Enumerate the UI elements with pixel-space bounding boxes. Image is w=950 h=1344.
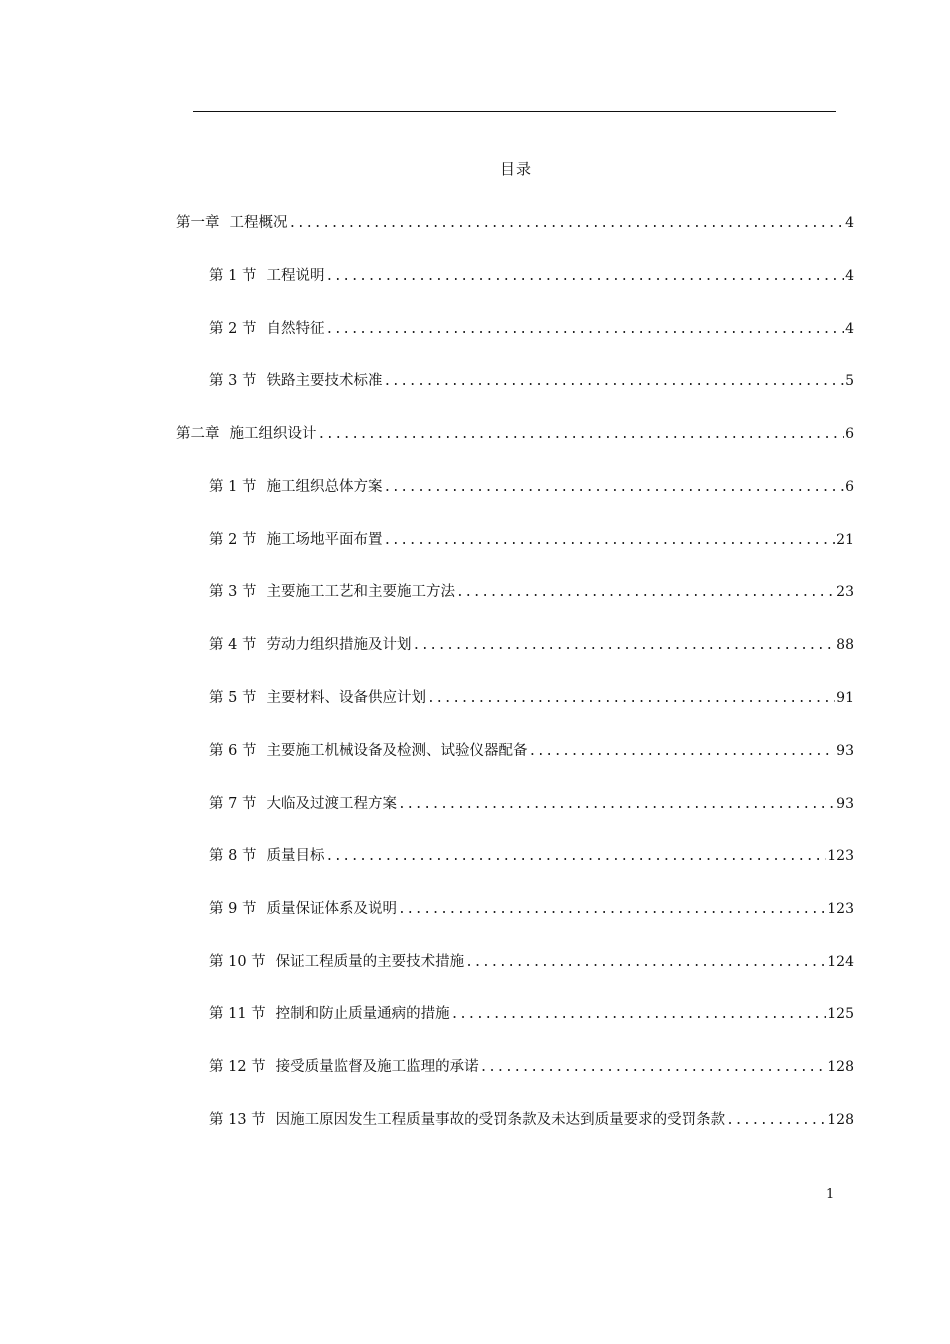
toc-entry-page: 91 <box>836 690 854 706</box>
toc-entry[interactable] <box>209 581 854 603</box>
toc-entry-text: 保证工程质量的主要技术措施 <box>275 954 465 970</box>
toc-entry-number: 第 4 节 <box>209 637 257 653</box>
toc-entry-number: 第 3 节 <box>209 373 257 389</box>
toc-entry-label <box>209 1003 450 1025</box>
toc-entry-text: 施工场地平面布置 <box>266 532 383 548</box>
toc-entry[interactable] <box>209 318 854 340</box>
toc-entry-page: 124 <box>827 954 854 970</box>
toc-entry-text: 主要施工机械设备及检测、试验仪器配备 <box>266 743 528 759</box>
toc-entry-label <box>209 951 464 973</box>
toc-entry-text: 自然特征 <box>266 321 325 337</box>
toc-entry-page: 93 <box>836 796 854 812</box>
toc-entry-label <box>209 687 426 709</box>
toc-entry-page: 4 <box>845 215 854 231</box>
toc-entry-label <box>209 845 324 867</box>
dot-leader <box>465 952 826 974</box>
toc-entry[interactable] <box>209 634 854 656</box>
dot-leader <box>289 213 845 235</box>
toc-entry-number: 第 11 节 <box>209 1006 266 1022</box>
toc-entry-page: 128 <box>827 1112 854 1128</box>
toc-entry-label <box>209 740 527 762</box>
toc-entry[interactable] <box>209 1056 854 1078</box>
toc-entry[interactable] <box>209 529 854 551</box>
dot-leader <box>427 688 835 710</box>
toc-entry-number: 第 3 节 <box>209 584 257 600</box>
toc-entry-page: 123 <box>827 901 854 917</box>
dot-leader <box>398 899 826 921</box>
dot-leader <box>383 530 835 552</box>
toc-entry-text: 因施工原因发生工程质量事故的受罚条款及未达到质量要求的受罚条款 <box>275 1112 726 1128</box>
toc-entry-label <box>209 370 382 392</box>
toc-entry-text: 劳动力组织措施及计划 <box>266 637 412 653</box>
toc-entry[interactable] <box>209 1109 854 1131</box>
toc-entry[interactable] <box>209 898 854 920</box>
toc-entry-number: 第 1 节 <box>209 268 257 284</box>
dot-leader <box>451 1004 827 1026</box>
toc-entry[interactable] <box>209 740 854 762</box>
toc-entry-text: 工程概况 <box>229 215 288 231</box>
toc-entry-page: 4 <box>845 321 854 337</box>
toc-entry-number: 第 6 节 <box>209 743 257 759</box>
dot-leader <box>325 319 844 341</box>
toc-entry[interactable] <box>209 476 854 498</box>
toc-entry-number: 第 5 节 <box>209 690 257 706</box>
toc-entry-label <box>209 476 382 498</box>
toc-entry-number: 第 9 节 <box>209 901 257 917</box>
toc-entry-text: 铁路主要技术标准 <box>266 373 383 389</box>
toc-entry-number: 第 2 节 <box>209 321 257 337</box>
toc-entry[interactable] <box>209 687 854 709</box>
toc-entry[interactable] <box>209 265 854 287</box>
toc-entry[interactable] <box>209 370 854 392</box>
dot-leader <box>726 1110 826 1132</box>
toc-entry-label <box>209 1109 725 1131</box>
toc-entry-page: 93 <box>836 743 854 759</box>
toc-entry-page: 5 <box>845 373 854 389</box>
dot-leader <box>480 1057 827 1079</box>
dot-leader <box>398 794 835 816</box>
toc-entry-text: 主要施工工艺和主要施工方法 <box>266 584 455 600</box>
toc-entry-page: 128 <box>827 1059 854 1075</box>
toc-entry-text: 工程说明 <box>266 268 325 284</box>
toc-entry[interactable] <box>209 951 854 973</box>
toc-entry[interactable] <box>176 423 854 445</box>
toc-entry-text: 施工组织总体方案 <box>266 479 383 495</box>
toc-entry-label <box>209 529 382 551</box>
toc-entry-number: 第 2 节 <box>209 532 257 548</box>
dot-leader <box>325 846 826 868</box>
toc-entry-label <box>209 1056 479 1078</box>
toc-entry-label <box>209 265 324 287</box>
toc-entry-number: 第 13 节 <box>209 1112 266 1128</box>
toc-entry-label <box>176 212 288 234</box>
toc-entry[interactable] <box>209 793 854 815</box>
toc-entry-text: 大临及过渡工程方案 <box>266 796 397 812</box>
toc-entry-label <box>209 318 324 340</box>
toc-entry-label <box>209 793 397 815</box>
toc-entry[interactable] <box>176 212 854 234</box>
toc-entry-text: 控制和防止质量通病的措施 <box>275 1006 450 1022</box>
toc-entry-page: 123 <box>827 848 854 864</box>
toc-entry-number: 第 8 节 <box>209 848 257 864</box>
toc-entry-page: 88 <box>836 637 854 653</box>
toc-entry-text: 质量目标 <box>266 848 325 864</box>
dot-leader <box>528 741 835 763</box>
dot-leader <box>383 477 844 499</box>
toc-entry-text: 接受质量监督及施工监理的承诺 <box>275 1059 479 1075</box>
toc-entry-page: 23 <box>836 584 854 600</box>
toc-entry-number: 第 1 节 <box>209 479 257 495</box>
page-number: 1 <box>826 1187 835 1202</box>
dot-leader <box>456 582 835 604</box>
dot-leader <box>383 371 844 393</box>
toc-entry-page: 125 <box>827 1006 854 1022</box>
toc-entry-page: 4 <box>845 268 854 284</box>
toc-entry-number: 第一章 <box>176 215 220 231</box>
toc-entry-label <box>209 898 397 920</box>
toc-entry[interactable] <box>209 845 854 867</box>
toc-entry-page: 21 <box>836 532 854 548</box>
toc-title: 目录 <box>499 160 532 178</box>
toc-entry-label <box>176 423 317 445</box>
dot-leader <box>325 266 844 288</box>
toc-entry-text: 质量保证体系及说明 <box>266 901 397 917</box>
toc-entry-page: 6 <box>845 479 854 495</box>
dot-leader <box>318 424 845 446</box>
toc-entry-label <box>209 634 411 656</box>
dot-leader <box>412 635 835 657</box>
toc-entry-number: 第 10 节 <box>209 954 266 970</box>
toc-entry[interactable] <box>209 1003 854 1025</box>
toc-entry-number: 第 12 节 <box>209 1059 266 1075</box>
toc-entry-page: 6 <box>845 426 854 442</box>
toc-entry-number: 第 7 节 <box>209 796 257 812</box>
toc-entry-text: 施工组织设计 <box>229 426 317 442</box>
toc-entry-label <box>209 581 455 603</box>
toc-entry-number: 第二章 <box>176 426 220 442</box>
toc-entry-text: 主要材料、设备供应计划 <box>266 690 426 706</box>
